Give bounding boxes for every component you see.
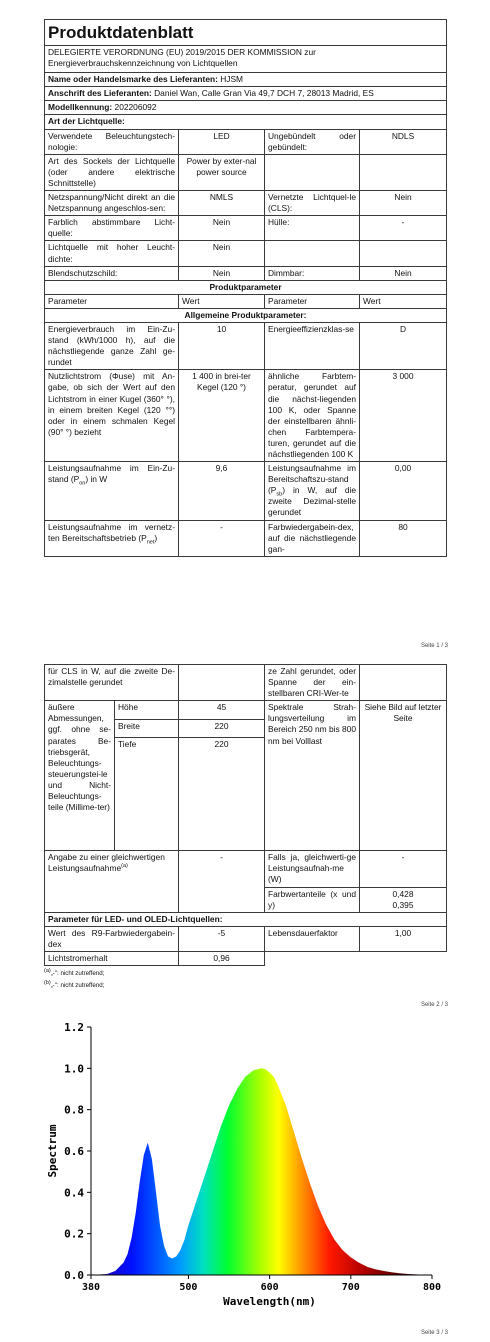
regulation-intro: DELEGIERTE VERORDNUNG (EU) 2019/2015 DER KOMMISSION zur Energieverbrauchskennzeichnung von Lichtquellen [45,46,447,73]
dimension-name: Tiefe [115,738,179,851]
type-label [265,241,360,266]
address-value: Daniel Wan, Calle Gran Via 49,7 DCH 7, 28013 Madrid, ES [154,88,374,99]
energy-consumption-value: 10 [179,322,265,369]
param-row [45,462,447,520]
param-row [45,952,447,966]
lumen-maintenance-value: 0,96 [179,952,265,966]
datasheet-page-1 [44,19,446,557]
equivalent-power-w-value: - [360,851,447,887]
on-power-label: Leistungsaufnahme im Ein-Zu-stand $(P_{on})$ in W [45,462,179,520]
page-number: Seite 3 / 3 [420,1330,448,1336]
page-number: Seite 1 / 3 [420,643,448,649]
cri-label-cont: ze Zahl gerundet, oder Spanne der ein-stellbaren CRI-Wer-te [265,665,360,701]
type-row [45,129,447,154]
type-value: Nein [179,266,265,280]
x-tick-label: 500 [179,1282,198,1293]
networked-standby-value: - [179,520,265,556]
param-row [45,322,447,369]
type-label: Hülle: [265,216,360,241]
empty-cell [265,952,447,966]
r9-label: Wert des R9-Farbwiedergabein-dex [45,926,179,951]
y-tick-label: 1.2 [64,1021,84,1034]
networked-standby-label-cont: für CLS in W, auf die zweite De-zimalstelle gerundet [45,665,179,701]
dimension-value: 220 [179,738,265,851]
brand-value: HJSM [220,74,244,85]
x-axis-title: Wavelength(nm) [223,1295,316,1308]
dimensions-label: äußere Abmessungen, ggf. ohne se-parates Be-triebsgerät, Beleuchtungs-steuerungstei-le und Nicht-Beleuchtungs-teile (Millime-ter) [45,701,115,851]
chart-plot-area [46,1021,441,1308]
type-label: Lichtquelle mit hoher Leucht-dichte: [45,241,179,266]
x-tick-label: 380 [81,1282,101,1293]
dimension-value: 220 [179,719,265,738]
color-temperature-label: ähnliche Farbtem-peratur, gerundet auf die nächst-liegenden 100 K, oder Spanne der einstellbaren ähnli-chen Farbtempera-turen, gerundet auf die nächstliegenden 100 K [265,370,360,462]
type-value: NDLS [360,129,447,154]
param-row [45,520,447,556]
col-value-header: Wert [179,294,265,308]
equivalent-power-label: Angabe zu einer gleichwertigen Leistungsaufnahme$^{(a)}$ [45,851,179,912]
type-value: Nein [360,191,447,216]
type-value: Nein [179,216,265,241]
type-row [45,191,447,216]
luminous-flux-value: 1 400 in brei-ter Kegel (120 °) [179,370,265,462]
chromaticity-y: 0,395 [392,899,414,910]
cri-label: Farbwiedergabein-dex, auf die nächstliegende gan- [265,520,360,556]
energy-consumption-label: Energieverbrauch im Ein-Zu-stand (kWh/1000 h), auf die nächstliegende ganze Zahl ge-rundet [45,322,179,369]
type-row [45,216,447,241]
type-value: - [360,216,447,241]
y-tick-label: 0.2 [64,1227,84,1241]
page-number: Seite 2 / 3 [420,1002,448,1008]
y-axis-title: Spectrum [46,1124,59,1178]
y-tick-label: 0.6 [64,1145,84,1158]
col-param-header: Parameter [265,294,360,308]
led-parameters-header: Parameter für LED- und OLED-Lichtquellen: [45,912,447,926]
footnotes [44,968,446,992]
spectrum-area [91,1068,432,1275]
x-tick-label: 700 [341,1282,360,1293]
type-value: LED [179,129,265,154]
empty-cell [360,665,447,701]
y-tick-label: 0.8 [64,1103,84,1117]
type-label: Art des Sockels der Lichtquelle (oder andere elektrische Schnittstelle) [45,154,179,190]
datasheet-page-2 [44,664,446,992]
type-value [360,241,447,266]
supplier-address-row [45,87,447,101]
model-value: 202206092 [114,102,157,113]
type-label: Vernetzte Lichtquel-le (CLS): [265,191,360,216]
model-row [45,101,447,115]
column-header-row [45,294,447,308]
luminous-flux-label: Nutzlichtstrom (Φuse) mit An-gabe, ob sich der Wert auf den Lichtstrom in einer Kugel (360° °), in einem breiten Kegel (120 °°) oder in einem schmalen Kegel (90° °) bezieht [45,370,179,462]
param-row [45,370,447,462]
col-value-header: Wert [360,294,447,308]
y-tick-label: 0.4 [64,1186,84,1200]
type-label: Farblich abstimmbare Licht-quelle: [45,216,179,241]
type-row [45,154,447,190]
chromaticity-label: Farbwertanteile (x und y) [265,887,360,912]
standby-power-value: 0,00 [360,462,447,520]
type-label: Verwendete Beleuchtungstech-nologie: [45,129,179,154]
x-tick-label: 600 [260,1282,279,1293]
dimensions-row [45,701,447,720]
spectral-distribution-label: Spektrale Strah-lungsverteilung im Bereich 250 nm bis 800 nm bei Volllast [265,701,360,851]
product-parameters-header: Produktparameter [45,280,447,294]
param-row [45,926,447,951]
standby-power-label: Leistungsaufnahme im Bereitschaftszu-stand $(P_{sb})$ in W, auf die zweite Dezimal-stelle gerundet [265,462,360,520]
type-label [265,154,360,190]
dimension-name: Breite [115,719,179,738]
type-value: NMLS [179,191,265,216]
type-value: Nein [360,266,447,280]
equivalent-power-w-label: Falls ja, gleichwerti-ge Leistungsaufnah-me (W) [265,851,360,887]
general-parameters-header: Allgemeine Produktparameter: [45,308,447,322]
equivalent-power-value: - [179,851,265,912]
spectral-distribution-value: Siehe Bild auf letzter Seite [360,701,447,851]
survival-factor-label: Lebensdauerfaktor [265,926,360,951]
y-tick-label: 1.0 [64,1062,84,1076]
light-source-type-header: Art der Lichtquelle: [45,115,447,129]
type-label: Ungebündelt oder gebündelt: [265,129,360,154]
param-row [45,665,447,701]
type-row [45,266,447,280]
survival-factor-value: 1,00 [360,926,447,951]
footnote-b: $^{(b)}$„-": nicht zutreffend; [44,980,105,990]
type-value: Power by exter-nal power source [179,154,265,190]
dimension-name: Höhe [115,701,179,720]
cri-value: 80 [360,520,447,556]
param-row [45,851,447,887]
brand-label: Name oder Handelsmarke des Lieferanten: [48,74,218,85]
efficiency-class-value: D [360,322,447,369]
type-label: Dimmbar: [265,266,360,280]
address-label: Anschrift des Lieferanten: [48,88,152,99]
supplier-brand-row [45,73,447,87]
efficiency-class-label: Energieeffizienzklas-se [265,322,360,369]
page-title: Produktdatenblatt [45,20,447,46]
footnote-a: $^{(a)}$„-": nicht zutreffend; [44,968,105,978]
empty-cell [179,665,265,701]
page-1 [0,0,490,660]
col-param-header: Parameter [45,294,179,308]
chromaticity-x: 0,428 [392,888,414,899]
on-power-value: 9,6 [179,462,265,520]
x-tick-label: 800 [422,1282,442,1293]
dimension-value: 45 [179,701,265,720]
chromaticity-value [360,887,447,912]
networked-standby-label: Leistungsaufnahme im vernetz-ten Bereitschaftsbetrieb $(P_{net})$ [45,520,179,556]
r9-value: -5 [179,926,265,951]
color-temperature-value: 3 000 [360,370,447,462]
type-row [45,241,447,266]
type-value: Nein [179,241,265,266]
type-value [360,154,447,190]
model-label: Modellkennung: [48,102,113,113]
type-label: Blendschutzschild: [45,266,179,280]
y-tick-label: 0.0 [64,1269,84,1282]
type-label: Netzspannung/Nicht direkt an die Netzspannung angeschlos-sen: [45,191,179,216]
spectrum-chart [44,1015,446,1315]
page-2 [0,660,490,1010]
lumen-maintenance-label: Lichtstromerhalt [45,952,179,966]
